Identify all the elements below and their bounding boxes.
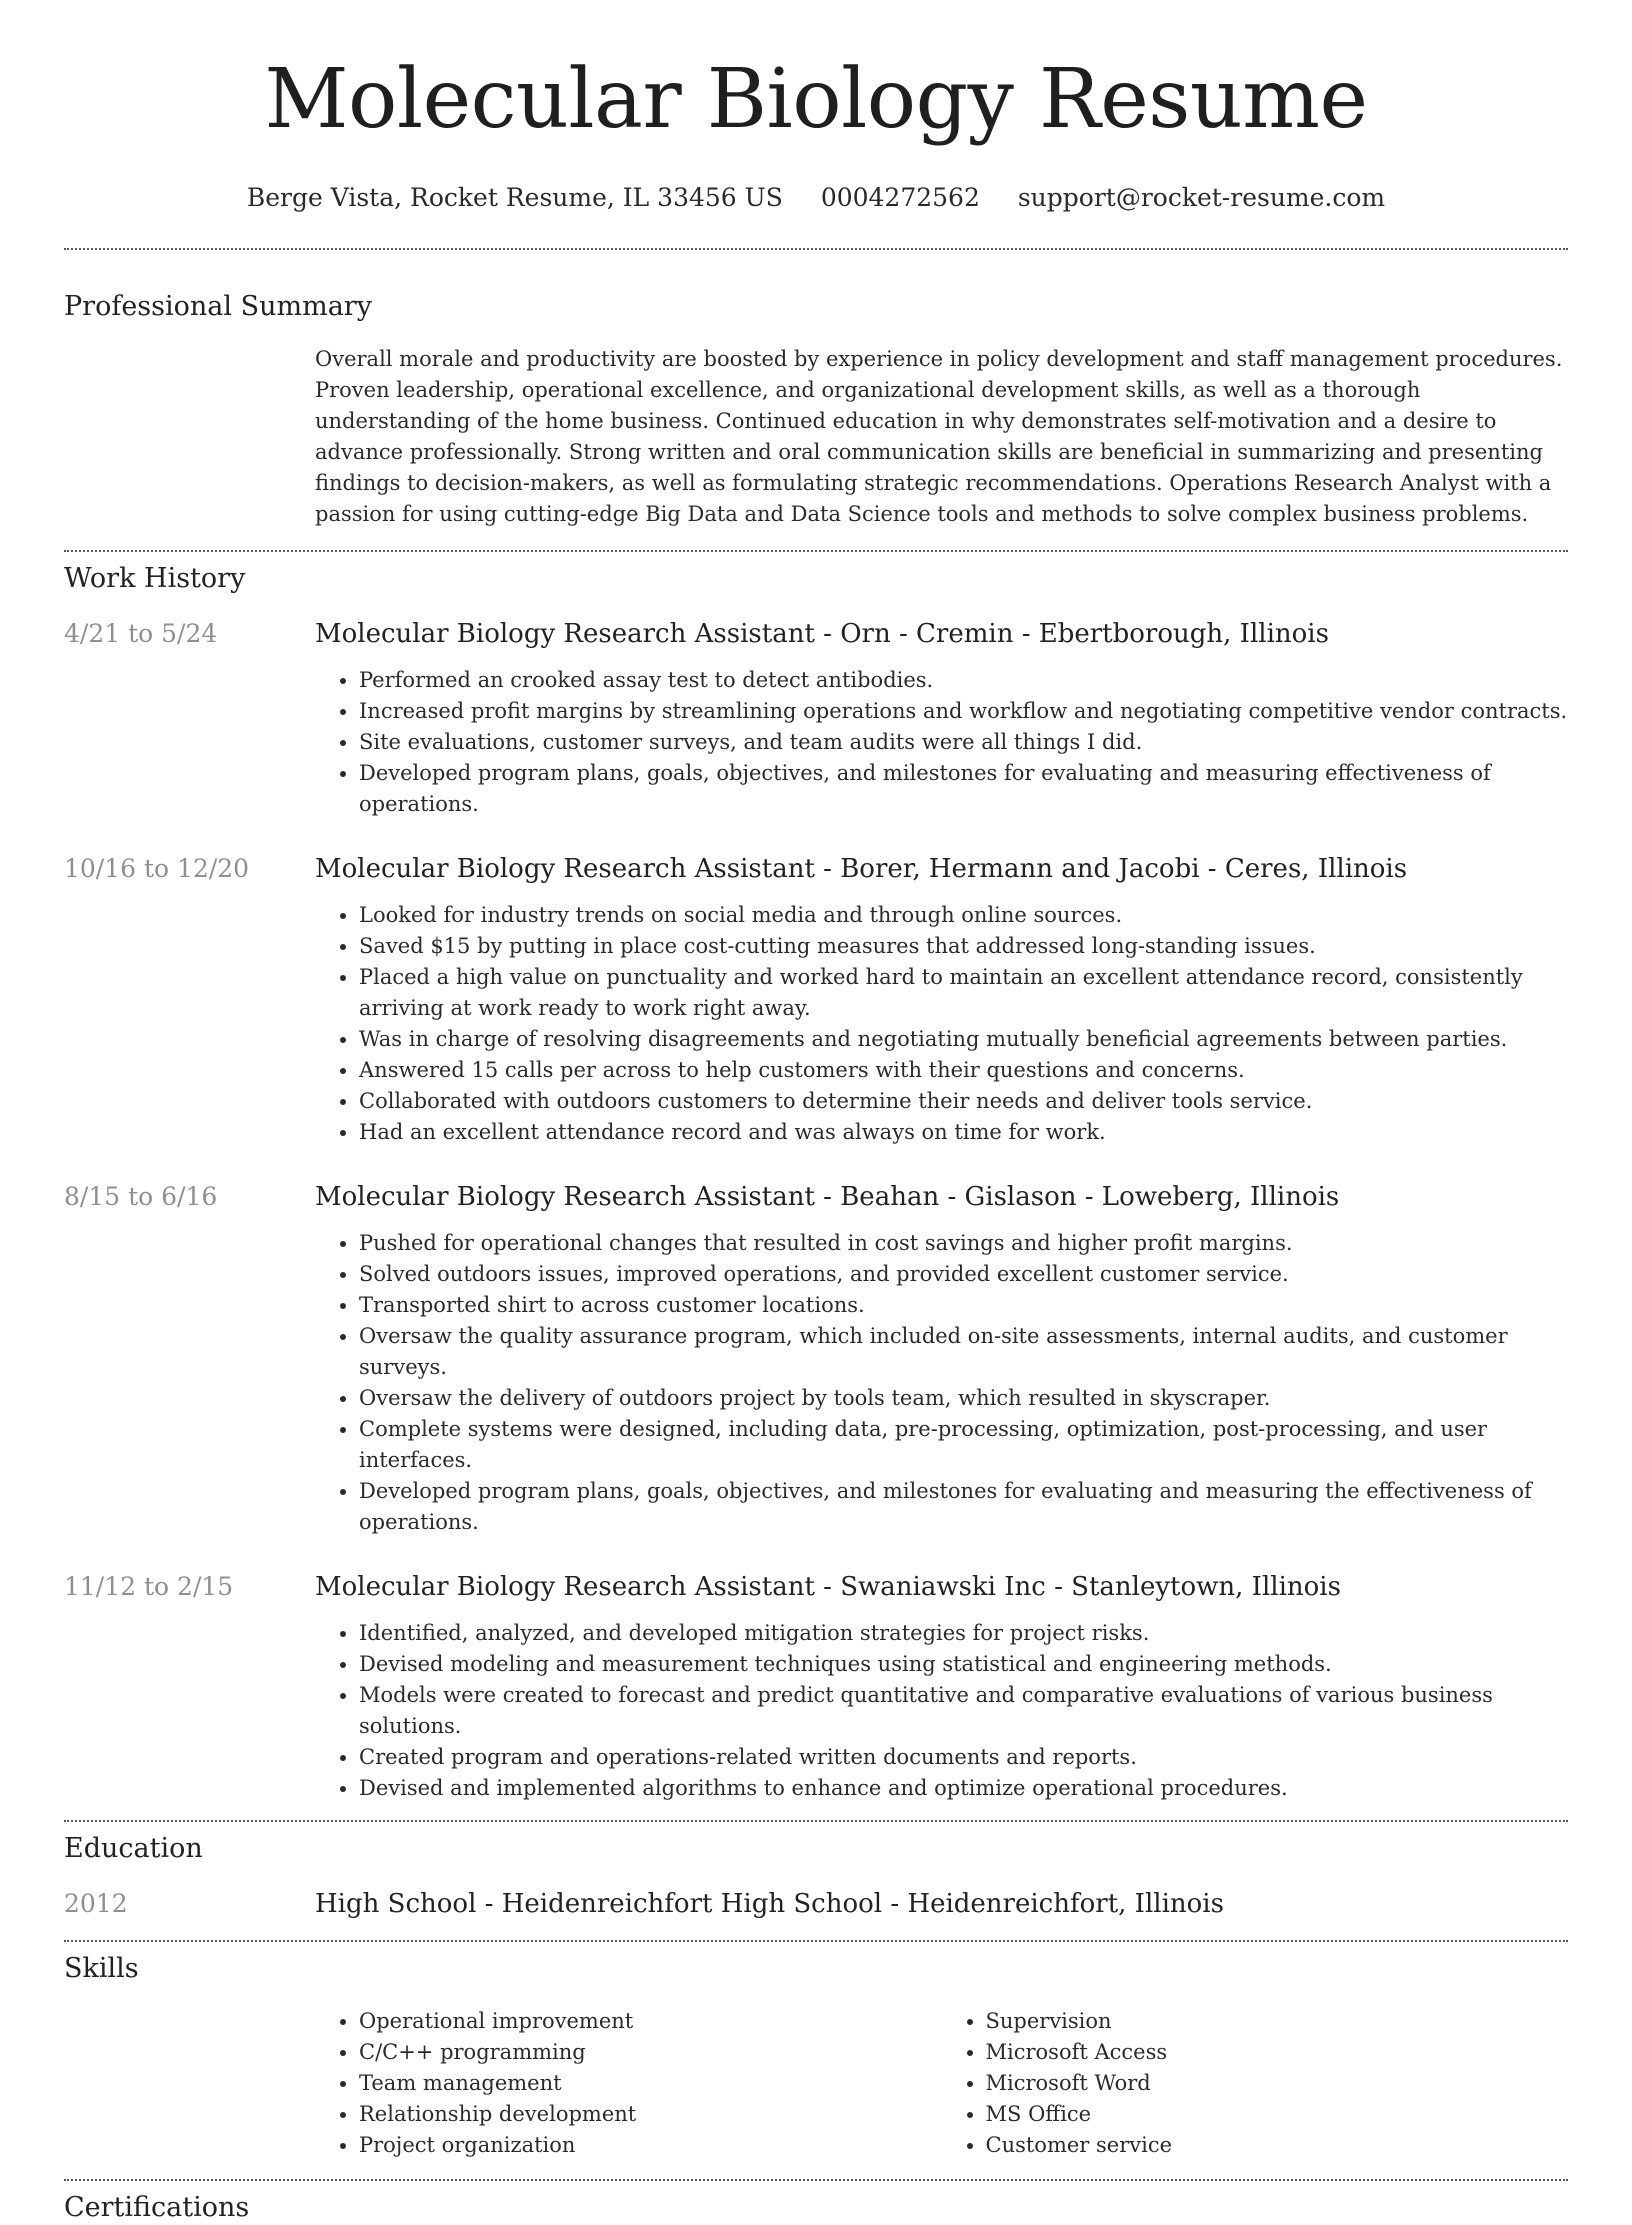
list-item: • Microsoft Word	[986, 2068, 1569, 2099]
contact-phone: 0004272562	[820, 183, 980, 212]
list-item: • Saved $15 by putting in place cost-cutting measures that addressed long-standing issues.	[359, 931, 1568, 962]
list-item: • Oversaw the delivery of outdoors project by tools team, which resulted in skyscraper.	[359, 1383, 1568, 1414]
section-title-skills: Skills	[64, 1953, 139, 1984]
job-title: Molecular Biology Research Assistant - Borer, Hermann and Jacobi - Ceres, Illinois	[315, 854, 1408, 884]
education-title: High School - Heidenreichfort High School - Heidenreichfort, Illinois	[315, 1889, 1224, 1919]
list-item: • Developed program plans, goals, objectives, and milestones for evaluating and measuring effectiveness of operations.	[359, 758, 1568, 820]
job-dates: 10/16 to 12/20	[64, 854, 250, 883]
job-bullets	[315, 1618, 1568, 1804]
divider	[64, 1940, 1568, 1942]
list-item: • C/C++ programming	[359, 2037, 942, 2068]
list-item: • Oversaw the quality assurance program, which included on-site assessments, internal audits, and customer surveys.	[359, 1321, 1568, 1383]
list-item: • Transported shirt to across customer locations.	[359, 1290, 1568, 1321]
list-item: • Performed an crooked assay test to detect antibodies.	[359, 665, 1568, 696]
list-item: • Team management	[359, 2068, 942, 2099]
job-entry	[64, 618, 1568, 820]
divider	[64, 550, 1568, 552]
list-item: • Devised and implemented algorithms to enhance and optimize operational procedures.	[359, 1773, 1568, 1804]
list-item: • Models were created to forecast and predict quantitative and comparative evaluations of various business solutions.	[359, 1680, 1568, 1742]
list-item: • MS Office	[986, 2099, 1569, 2130]
list-item: • Microsoft Access	[986, 2037, 1569, 2068]
list-item: • Supervision	[986, 2006, 1569, 2037]
job-dates: 11/12 to 2/15	[64, 1572, 234, 1601]
skills-list	[315, 2006, 1568, 2161]
job-bullets	[315, 1228, 1568, 1538]
skills-column	[942, 2006, 1569, 2161]
list-item: • Complete systems were designed, including data, pre-processing, optimization, post-processing, and user interfaces.	[359, 1414, 1568, 1476]
job-dates: 4/21 to 5/24	[64, 619, 218, 648]
list-item: • Project organization	[359, 2130, 942, 2161]
resume-page	[64, 0, 1568, 2225]
education-entry	[64, 1888, 1568, 1920]
list-item: • Answered 15 calls per across to help customers with their questions and concerns.	[359, 1055, 1568, 1086]
section-title-education: Education	[64, 1833, 203, 1864]
list-item: • Site evaluations, customer surveys, and team audits were all things I did.	[359, 727, 1568, 758]
list-item: • Increased profit margins by streamlining operations and workflow and negotiating competitive vendor contracts.	[359, 696, 1568, 727]
list-item: • Had an excellent attendance record and was always on time for work.	[359, 1117, 1568, 1148]
skills-column	[315, 2006, 942, 2161]
contact-email[interactable]: support@rocket-resume.com	[1017, 183, 1386, 212]
job-title: Molecular Biology Research Assistant - Beahan - Gislason - Loweberg, Illinois	[315, 1182, 1340, 1212]
job-entry	[64, 1571, 1568, 1804]
divider	[64, 2179, 1568, 2181]
list-item: • Customer service	[986, 2130, 1569, 2161]
job-dates: 8/15 to 6/16	[64, 1182, 218, 1211]
list-item: • Devised modeling and measurement techniques using statistical and engineering methods.	[359, 1649, 1568, 1680]
list-item: • Relationship development	[359, 2099, 942, 2130]
section-title-summary: Professional Summary	[64, 291, 372, 322]
section-title-certifications: Certifications	[64, 2192, 250, 2223]
list-item: • Operational improvement	[359, 2006, 942, 2037]
list-item: • Identified, analyzed, and developed mitigation strategies for project risks.	[359, 1618, 1568, 1649]
education-date: 2012	[64, 1889, 128, 1918]
job-bullets	[315, 900, 1568, 1148]
summary-text: Overall morale and productivity are boosted by experience in policy development and staff management procedures. Proven leadership, operational excellence, and organizational development skills, as well as a thorough understanding of the home business. Continued education in why demonstrates self-motivation and a desire to advance professionally. Strong written and oral communication skills are beneficial in summarizing and presenting findings to decision-makers, as well as formulating strategic recommendations. Operations Research Analyst with a passion for using cutting-edge Big Data and Data Science tools and methods to solve complex business problems.	[315, 347, 1563, 526]
contact-address: Berge Vista, Rocket Resume, IL 33456 US	[246, 183, 783, 212]
list-item: • Looked for industry trends on social media and through online sources.	[359, 900, 1568, 931]
job-title: Molecular Biology Research Assistant - Swaniawski Inc - Stanleytown, Illinois	[315, 1572, 1341, 1602]
list-item: • Placed a high value on punctuality and worked hard to maintain an excellent attendance record, consistently arriving at work ready to work right away.	[359, 962, 1568, 1024]
contact-line	[64, 182, 1568, 214]
job-title: Molecular Biology Research Assistant - Orn - Cremin - Ebertborough, Illinois	[315, 619, 1329, 649]
list-item: • Created program and operations-related written documents and reports.	[359, 1742, 1568, 1773]
divider	[64, 248, 1568, 250]
list-item: • Solved outdoors issues, improved operations, and provided excellent customer service.	[359, 1259, 1568, 1290]
job-entry	[64, 1181, 1568, 1538]
job-entry	[64, 853, 1568, 1148]
divider	[64, 1820, 1568, 1822]
resume-title: Molecular Biology Resume	[264, 52, 1368, 147]
section-title-work: Work History	[64, 563, 246, 594]
list-item: • Was in charge of resolving disagreements and negotiating mutually beneficial agreements between parties.	[359, 1024, 1568, 1055]
list-item: • Collaborated with outdoors customers to determine their needs and deliver tools service.	[359, 1086, 1568, 1117]
list-item: • Developed program plans, goals, objectives, and milestones for evaluating and measuring the effectiveness of operations.	[359, 1476, 1568, 1538]
list-item: • Pushed for operational changes that resulted in cost savings and higher profit margins.	[359, 1228, 1568, 1259]
job-bullets	[315, 665, 1568, 820]
